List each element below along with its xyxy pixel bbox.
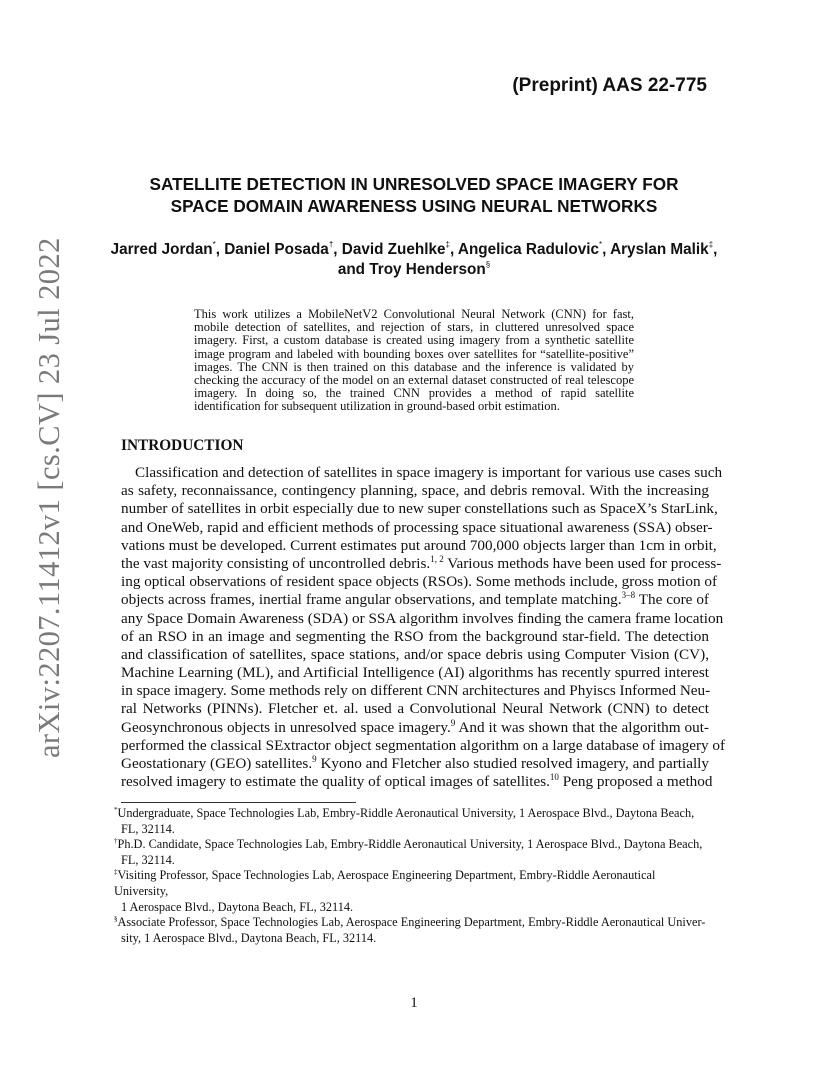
- text-line: Machine Learning (ML), and Artificial Intelligence (AI) algorithms has recently spurred interest: [121, 664, 709, 682]
- abstract: This work utilizes a MobileNetV2 Convolutional Neural Network (CNN) for fast, mobile detection of satellites, and rejection of stars, in cluttered unresolved space imagery. First, a custom database is created using imagery from a synthetic satellite image program and labeled with bounding boxes over satellites for “satellite-positive” images. The CNN is then trained on this database and the inference is validated by checking the accuracy of the model on an external dataset constructed of real telescope imagery. In doing so, the trained CNN provides a method of rapid satellite identification for subsequent utilization in ground-based orbit estimation.: [194, 307, 634, 414]
- author-list: [110, 240, 718, 280]
- text-line: Geostationary (GEO) satellites.$^9$ Kyono and Fletcher also studied resolved imagery, and partially: [121, 754, 709, 772]
- text-line: and classification of satellites, space stations, and/or space debris using Computer Vision (CV),: [121, 645, 709, 663]
- citation: 3–8: [621, 590, 636, 601]
- footnote: *Undergraduate, Space Technologies Lab, Embry-Riddle Aeronautical University, 1 Aerospace Blvd., Daytona Beach, FL, 32114.: [114, 806, 695, 836]
- text-line: Geosynchronous objects in unresolved space imagery.$^9$ And it was shown that the algorithm out-: [121, 717, 709, 736]
- text-line: of an RSO in an image and segmenting the RSO from the background star-field. The detection: [121, 627, 709, 645]
- text-line: performed the classical SExtractor object segmentation algorithm on a large database of imagery of: [121, 736, 726, 754]
- author: Daniel Posada†,: [224, 240, 338, 258]
- preprint-label: (Preprint) AAS 22-775: [512, 75, 707, 96]
- footnote-rule: [121, 802, 356, 803]
- text-line: and OneWeb, rapid and efficient methods of processing space situational awareness (SSA) obser-: [121, 518, 713, 536]
- footnote: †Ph.D. Candidate, Space Technologies Lab, Embry-Riddle Aeronautical University, 1 Aerospace Blvd., Daytona Beach, FL, 32114.: [114, 837, 703, 867]
- text-line: vations must be developed. Current estimates put around 700,000 objects larger than 1cm in orbit,: [121, 536, 717, 554]
- text-line: ral Networks (PINNs). Fletcher et. al. used a Convolutional Neural Network (CNN) to detect: [121, 700, 709, 718]
- author: Jarred Jordan*,: [110, 240, 220, 258]
- text-line: in space imagery. Some methods rely on different CNN architectures and Phyiscs Informed Neu-: [121, 682, 711, 700]
- author: Angelica Radulovic*,: [457, 240, 607, 258]
- text-line: number of satellites in orbit especially due to new super constellations such as SpaceX’s StarLink,: [121, 500, 718, 518]
- author: Aryslan Malik‡,: [610, 240, 718, 258]
- text-line: objects across frames, inertial frame angular observations, and template matching.$^{3-8}$ The core of: [121, 590, 709, 609]
- footnotes: [114, 806, 709, 946]
- footnote: ‡Visiting Professor, Space Technologies Lab, Aerospace Engineering Department, Embry-Riddle Aeronautical University, 1 Aerospace Blvd., Daytona Beach, FL, 32114.: [114, 868, 656, 914]
- citation: 10: [549, 772, 559, 783]
- page-number: 1: [410, 995, 418, 1011]
- text-line: the vast majority consisting of uncontrolled debris.$^{1, 2}$ Various methods have been used for process-: [121, 553, 722, 572]
- title-line: SPACE DOMAIN AWARENESS USING NEURAL NETWORKS: [170, 196, 658, 216]
- text-line: ing optical observations of resident space objects (RSOs). Some methods include, gross motion of: [121, 573, 718, 591]
- author: David Zuehlke‡,: [341, 240, 455, 258]
- citation: 9: [450, 717, 456, 728]
- text-line: as safety, reconnaissance, contingency planning, space, and debris removal. With the increasing: [121, 482, 709, 500]
- arxiv-stamp: arXiv:2207.11412v1 [cs.CV] 23 Jul 2022: [32, 237, 66, 758]
- footnote: §Associate Professor, Space Technologies Lab, Aerospace Engineering Department, Embry-Riddle Aeronautical Univer- sity, 1 Aerospace Blvd., Daytona Beach, FL, 32114.: [114, 915, 706, 945]
- title-line: SATELLITE DETECTION IN UNRESOLVED SPACE IMAGERY FOR: [149, 174, 679, 194]
- author: and Troy Henderson§: [337, 260, 491, 278]
- text-line: any Space Domain Awareness (SDA) or SSA algorithm involves finding the camera frame location: [121, 609, 724, 627]
- text-line: resolved imagery to estimate the quality of optical images of satellites.$^{10}$ Peng proposed a method: [121, 772, 713, 791]
- text-line: Classification and detection of satellites in space imagery is important for various use cases such: [135, 464, 723, 481]
- body-paragraph: [121, 464, 726, 791]
- paper-title: [110, 173, 718, 217]
- section-heading: INTRODUCTION: [121, 437, 244, 454]
- citation: 9: [312, 754, 317, 764]
- citation: 1, 2: [430, 553, 444, 564]
